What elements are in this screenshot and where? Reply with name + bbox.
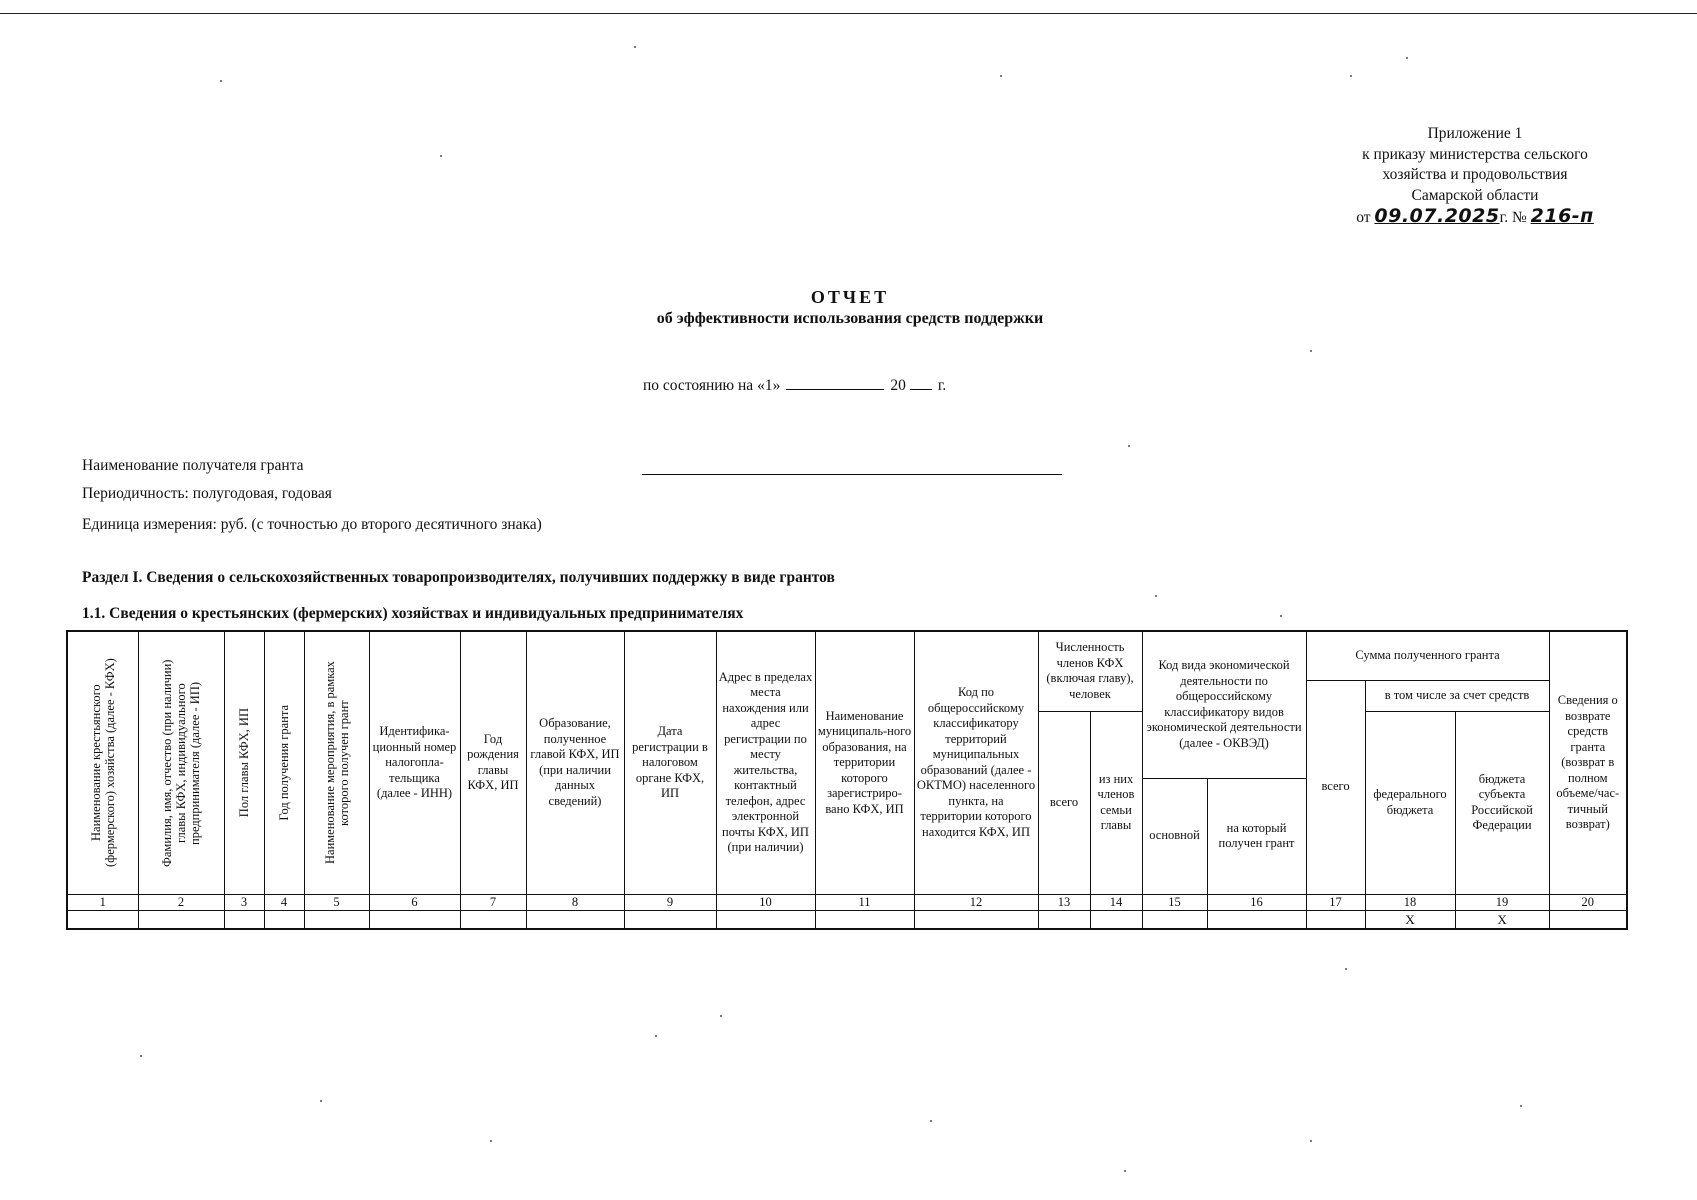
header-group-17-19: Сумма полученного гранта bbox=[1306, 631, 1549, 680]
scan-speck bbox=[634, 46, 636, 48]
section-title: Раздел I. Сведения о сельскохозяйственных товаропроизводителях, получивших поддержку в виде грантов bbox=[82, 569, 835, 586]
appendix-line-4: Самарской области bbox=[1411, 186, 1539, 204]
data-cell[interactable] bbox=[304, 910, 369, 929]
data-cell[interactable] bbox=[138, 910, 224, 929]
data-cell[interactable] bbox=[264, 910, 304, 929]
table-row bbox=[67, 910, 1627, 929]
column-number: 12 bbox=[914, 894, 1038, 910]
data-cell[interactable] bbox=[716, 910, 815, 929]
recipient-blank-line[interactable] bbox=[642, 474, 1062, 475]
year-blank[interactable] bbox=[910, 375, 932, 390]
header-col-1: Наименование крестьянского (фермерского) хозяйства (далее - КФХ) bbox=[67, 631, 138, 894]
data-cell[interactable] bbox=[460, 910, 526, 929]
data-cell-regional-x: X bbox=[1455, 910, 1549, 929]
header-col-16: на который получен грант bbox=[1207, 778, 1306, 894]
header-col-17: всего bbox=[1306, 680, 1365, 894]
handwritten-date: 09.07.2025 bbox=[1374, 205, 1500, 227]
column-number: 18 bbox=[1365, 894, 1455, 910]
date-prefix: от bbox=[1356, 209, 1371, 226]
data-cell[interactable] bbox=[815, 910, 914, 929]
appendix-line-3: хозяйства и продовольствия bbox=[1382, 166, 1568, 183]
header-col-5: Наименование мероприятия, в рамках которого получен грант bbox=[304, 631, 369, 894]
handwritten-number: 216-п bbox=[1530, 205, 1594, 227]
column-number: 1 bbox=[67, 894, 138, 910]
scan-speck bbox=[1128, 445, 1130, 447]
scan-speck bbox=[440, 155, 442, 157]
month-blank[interactable] bbox=[786, 375, 884, 390]
column-number: 11 bbox=[815, 894, 914, 910]
column-number: 14 bbox=[1090, 894, 1142, 910]
column-number: 20 bbox=[1549, 894, 1627, 910]
scan-speck bbox=[655, 1035, 657, 1037]
scan-speck bbox=[1345, 968, 1347, 970]
data-cell[interactable] bbox=[1142, 910, 1207, 929]
header-group-18-19: в том числе за счет средств bbox=[1365, 680, 1549, 711]
header-col-15: основной bbox=[1142, 778, 1207, 894]
header-col-20: Сведения о возврате средств гранта (возврат в полном объеме/час-тичный возврат) bbox=[1549, 631, 1627, 894]
data-cell[interactable] bbox=[369, 910, 460, 929]
header-col-6: Идентифика-ционный номер налогопла-тельщика (далее - ИНН) bbox=[369, 631, 460, 894]
header-col-8: Образование, полученное главой КФХ, ИП (при наличии данных сведений) bbox=[526, 631, 624, 894]
column-number: 16 bbox=[1207, 894, 1306, 910]
column-number: 3 bbox=[224, 894, 264, 910]
header-col-10: Адрес в пределах места нахождения или адрес регистрации по месту жительства, контактный телефон, адрес электронной почты КФХ, ИП (при наличии) bbox=[716, 631, 815, 894]
data-cell[interactable] bbox=[1306, 910, 1365, 929]
scan-speck bbox=[140, 1055, 142, 1057]
header-col-14: из них членов семьи главы bbox=[1090, 711, 1142, 894]
report-title: ОТЧЕТ bbox=[810, 287, 890, 307]
scan-speck bbox=[1310, 1140, 1312, 1142]
header-group-13-14: Численность членов КФХ (включая главу), человек bbox=[1038, 631, 1142, 711]
column-number: 13 bbox=[1038, 894, 1090, 910]
number-sign: № bbox=[1511, 209, 1527, 226]
report-subtitle: об эффективности использования средств поддержки bbox=[656, 310, 1044, 327]
header-col-13: всего bbox=[1038, 711, 1090, 894]
scan-speck bbox=[1000, 75, 1002, 77]
recipient-label: Наименование получателя гранта bbox=[82, 457, 304, 474]
data-cell[interactable] bbox=[1090, 910, 1142, 929]
header-col-11: Наименование муниципаль-ного образования, на территории которого зарегистриро-вано КФХ, ИП bbox=[815, 631, 914, 894]
header-col-9: Дата регистрации в налоговом органе КФХ, ИП bbox=[624, 631, 716, 894]
data-cell[interactable] bbox=[914, 910, 1038, 929]
grant-report-table bbox=[66, 630, 1628, 930]
column-number-row bbox=[67, 894, 1627, 910]
scan-speck bbox=[1280, 615, 1282, 617]
header-group-15-16: Код вида экономической деятельности по общероссийскому классификатору видов экономической деятельности (далее - ОКВЭД) bbox=[1142, 631, 1306, 778]
column-number: 7 bbox=[460, 894, 526, 910]
column-number: 6 bbox=[369, 894, 460, 910]
column-number: 17 bbox=[1306, 894, 1365, 910]
header-col-3: Пол главы КФХ, ИП bbox=[224, 631, 264, 894]
column-number: 19 bbox=[1455, 894, 1549, 910]
header-col-12: Код по общероссийскому классификатору территорий муниципальных образований (далее - ОКТМО) населенного пункта, на территории которого находится КФХ, ИП bbox=[914, 631, 1038, 894]
scan-speck bbox=[930, 1120, 932, 1122]
data-cell[interactable] bbox=[624, 910, 716, 929]
data-cell[interactable] bbox=[526, 910, 624, 929]
column-number: 10 bbox=[716, 894, 815, 910]
header-col-7: Год рождения главы КФХ, ИП bbox=[460, 631, 526, 894]
scan-speck bbox=[1520, 1105, 1522, 1107]
scan-speck bbox=[1350, 75, 1352, 77]
column-number: 2 bbox=[138, 894, 224, 910]
column-number: 15 bbox=[1142, 894, 1207, 910]
subsection-title: 1.1. Сведения о крестьянских (фермерских) хозяйствах и индивидуальных предпринимателях bbox=[82, 605, 744, 622]
appendix-line-1: Приложение 1 bbox=[1427, 125, 1523, 142]
unit-label: Единица измерения: руб. (с точностью до второго десятичного знака) bbox=[82, 516, 542, 533]
periodicity-label: Периодичность: полугодовая, годовая bbox=[82, 485, 332, 502]
column-number: 8 bbox=[526, 894, 624, 910]
data-cell[interactable] bbox=[67, 910, 138, 929]
year-prefix: 20 bbox=[890, 377, 906, 394]
scan-speck bbox=[320, 1100, 322, 1102]
header-col-18: федерального бюджета bbox=[1365, 711, 1455, 894]
data-cell[interactable] bbox=[224, 910, 264, 929]
top-rule bbox=[0, 13, 1697, 14]
header-col-4: Год получения гранта bbox=[264, 631, 304, 894]
appendix-block bbox=[1330, 124, 1620, 229]
as-of-prefix: по состоянию на «1» bbox=[643, 377, 781, 394]
data-cell[interactable] bbox=[1038, 910, 1090, 929]
scan-speck bbox=[1406, 57, 1408, 59]
header-col-2: Фамилия, имя, отчество (при наличии) главы КФХ, индивидуального предпринимателя (далее - ИП) bbox=[138, 631, 224, 894]
as-of-date-line bbox=[643, 375, 946, 395]
data-cell[interactable] bbox=[1207, 910, 1306, 929]
scan-speck bbox=[1124, 1170, 1126, 1172]
scan-speck bbox=[1155, 595, 1157, 597]
year-suffix: г. bbox=[937, 377, 947, 394]
data-cell[interactable] bbox=[1549, 910, 1627, 929]
scan-speck bbox=[220, 80, 222, 82]
column-number: 4 bbox=[264, 894, 304, 910]
scan-speck bbox=[720, 1015, 722, 1017]
appendix-line-2: к приказу министерства сельского bbox=[1362, 145, 1588, 163]
column-number: 9 bbox=[624, 894, 716, 910]
scan-speck bbox=[1310, 350, 1312, 352]
header-col-19: бюджета субъекта Российской Федерации bbox=[1455, 711, 1549, 894]
column-number: 5 bbox=[304, 894, 369, 910]
scan-speck bbox=[490, 1140, 492, 1142]
appendix-date-line: от 09.07.2025г. № 216-п bbox=[1356, 205, 1594, 227]
data-cell-federal-x: X bbox=[1365, 910, 1455, 929]
